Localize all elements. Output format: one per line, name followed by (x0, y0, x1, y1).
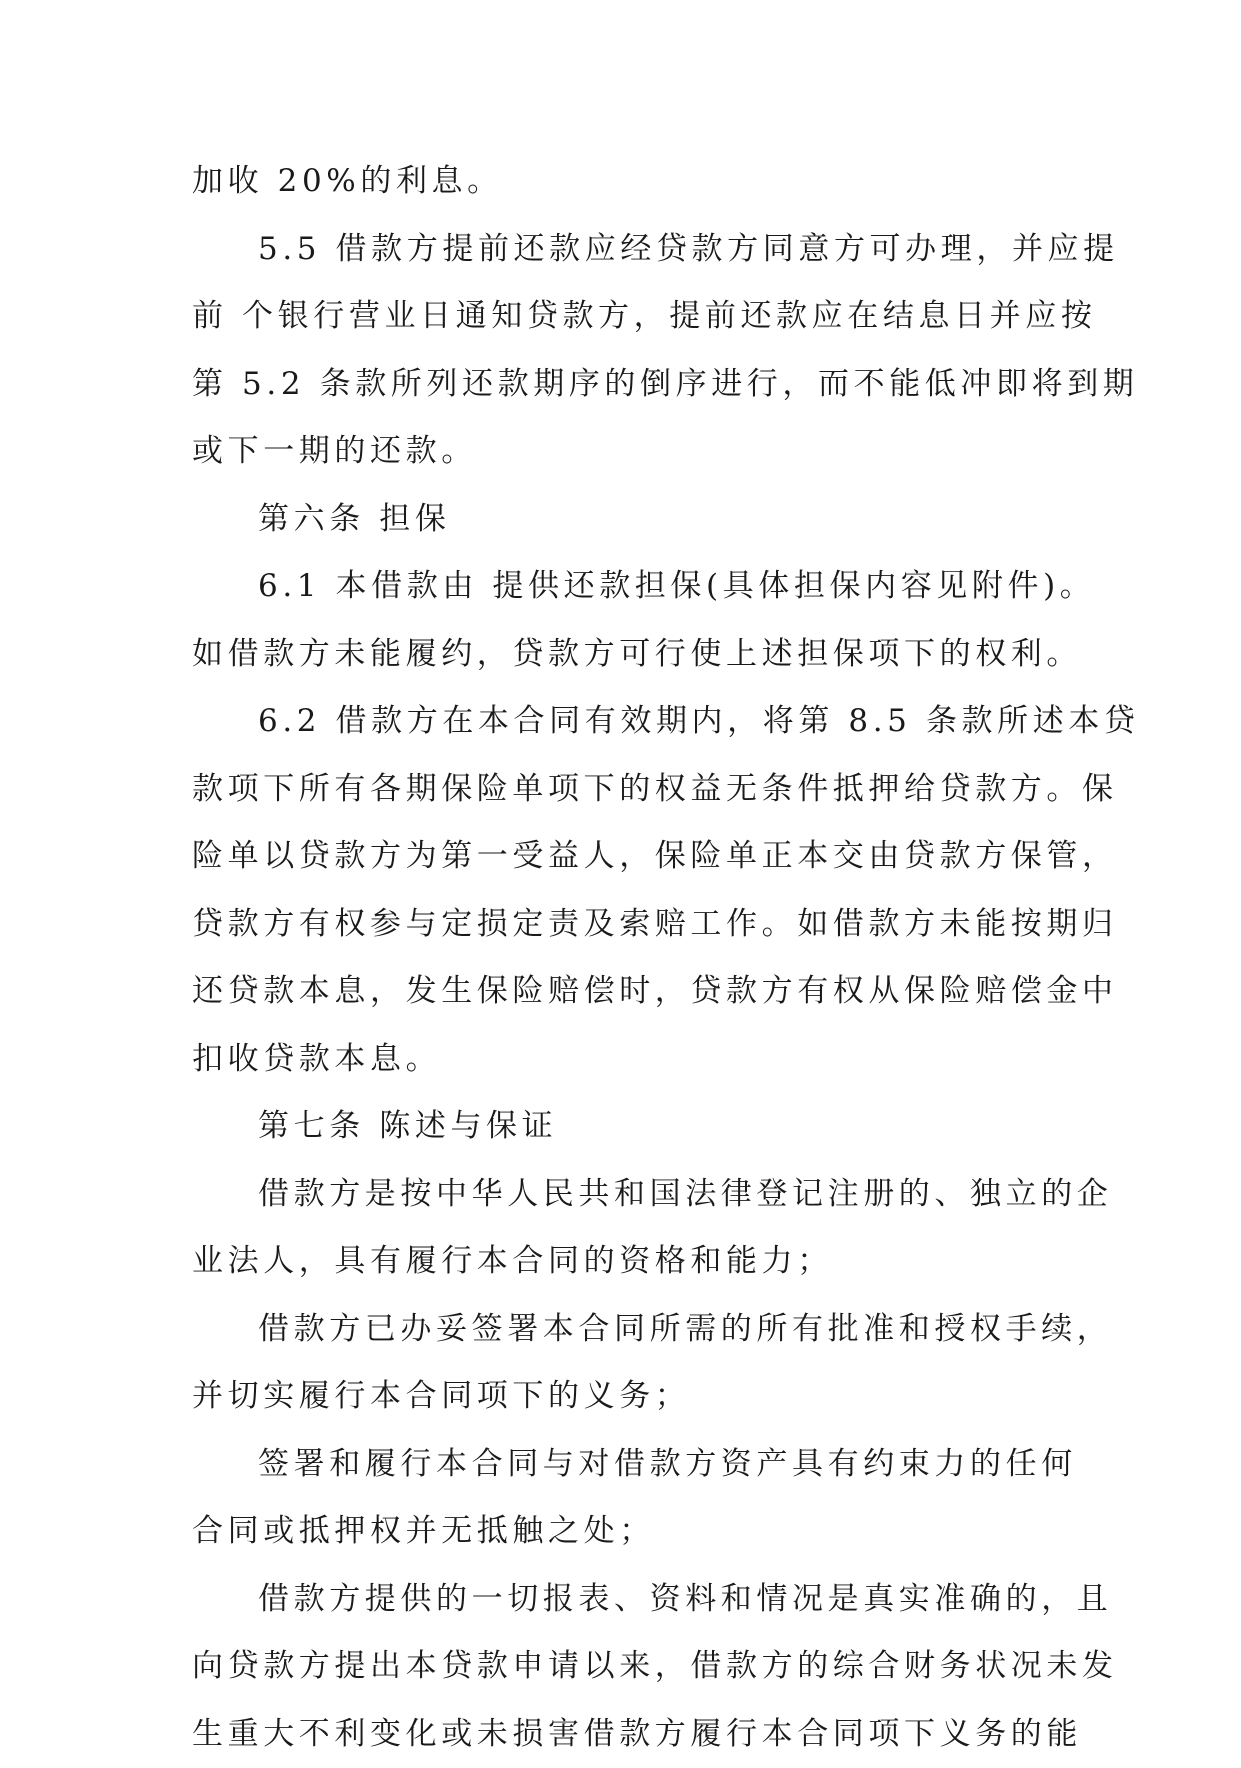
text-line: 业法人，具有履行本合同的资格和能力； (192, 1228, 1062, 1296)
text-line: 向贷款方提出本贷款申请以来，借款方的综合财务状况未发 (192, 1633, 1062, 1701)
text-line: 6.1 本借款由 提供还款担保(具体担保内容见附件)。 (192, 553, 1062, 621)
contract-text (192, 148, 1062, 1768)
text-line: 生重大不利变化或未损害借款方履行本合同项下义务的能 (192, 1701, 1062, 1768)
text-line: 借款方提供的一切报表、资料和情况是真实准确的，且 (192, 1566, 1062, 1634)
text-line: 合同或抵押权并无抵触之处； (192, 1498, 1062, 1566)
text-line: 款项下所有各期保险单项下的权益无条件抵押给贷款方。保 (192, 756, 1062, 824)
text-line: 险单以贷款方为第一受益人，保险单正本交由贷款方保管， (192, 823, 1062, 891)
text-line: 第 5.2 条款所列还款期序的倒序进行，而不能低冲即将到期 (192, 351, 1062, 419)
text-line: 并切实履行本合同项下的义务； (192, 1363, 1062, 1431)
text-line: 或下一期的还款。 (192, 418, 1062, 486)
text-line: 6.2 借款方在本合同有效期内，将第 8.5 条款所述本贷 (192, 688, 1062, 756)
text-line: 借款方是按中华人民共和国法律登记注册的、独立的企 (192, 1161, 1062, 1229)
text-line: 借款方已办妥签署本合同所需的所有批准和授权手续， (192, 1296, 1062, 1364)
text-line: 贷款方有权参与定损定责及索赔工作。如借款方未能按期归 (192, 891, 1062, 959)
text-line: 签署和履行本合同与对借款方资产具有约束力的任何 (192, 1431, 1062, 1499)
text-line: 5.5 借款方提前还款应经贷款方同意方可办理，并应提 (192, 216, 1062, 284)
text-line: 前 个银行营业日通知贷款方，提前还款应在结息日并应按 (192, 283, 1062, 351)
section-heading: 第六条 担保 (192, 486, 1062, 554)
section-heading: 第七条 陈述与保证 (192, 1093, 1062, 1161)
text-line: 加收 20%的利息。 (192, 148, 1062, 216)
text-line: 还贷款本息，发生保险赔偿时，贷款方有权从保险赔偿金中 (192, 958, 1062, 1026)
text-line: 扣收贷款本息。 (192, 1026, 1062, 1094)
text-line: 如借款方未能履约，贷款方可行使上述担保项下的权利。 (192, 621, 1062, 689)
